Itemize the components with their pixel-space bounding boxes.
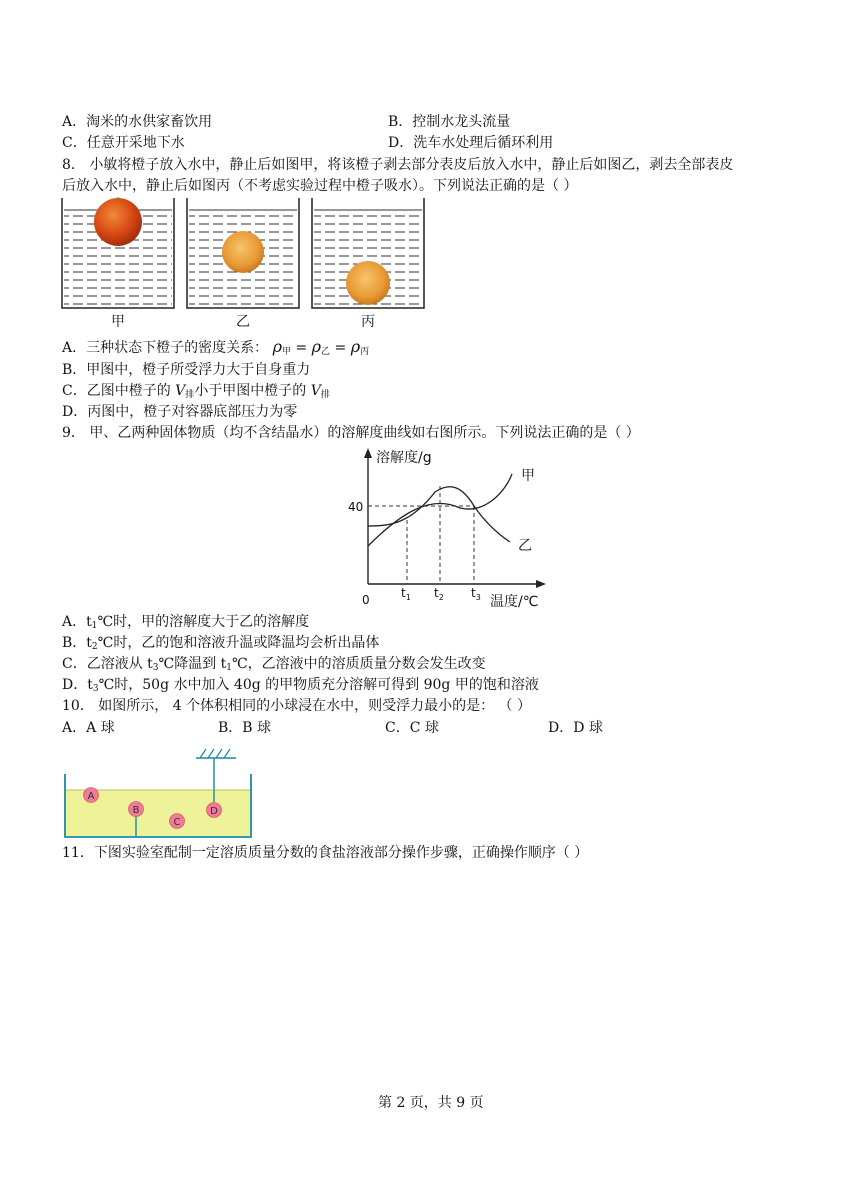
q11-stem: 11．下图实验室配制一定溶质质量分数的食盐溶液部分操作步骤，正确操作顺序（ ） [62,845,589,861]
ball-d [207,803,222,818]
x-axis-arrow [536,580,546,588]
tick-t2: $t_2$ [434,586,444,602]
chart-xlabel: 温度/℃ [490,594,539,610]
page-footer: 第 2 页，共 9 页 [378,1095,484,1111]
q7-option-d: D．洗车水处理后循环利用 [388,135,554,151]
solubility-chart [340,444,560,610]
q10-stem: 10． 如图所示， 4 个体积相同的小球浸在水中，则受浮力最小的是： （ ） [62,698,531,714]
q10-option-d: D．D 球 [548,720,603,736]
q10-option-a: A．A 球 [62,720,115,736]
q8-option-b: B．甲图中，橙子所受浮力大于自身重力 [62,362,311,378]
tick-t3: $t_3$ [471,586,481,602]
q7-option-b: B．控制水龙头流量 [388,114,511,130]
y-axis-arrow [364,448,372,458]
q9-option-d: D．$t_3℃$时，50g 水中加入 40g 的甲物质充分溶解可得到 90g 甲的饱和溶液 [62,677,539,694]
orange-half-peeled-icon [222,231,264,273]
q7-option-a: A．淘米的水供家畜饮用 [62,114,213,130]
beaker-jia [62,198,174,308]
q8-stem-line1: 8． 小敏将橙子放入水中，静止后如图甲，将该橙子剥去部分表皮后放入水中，静止后如图乙，剥去全部表皮 [62,157,734,173]
curve-label-yi: 乙 [518,538,532,554]
svg-text:B: B [132,805,140,816]
ball-b [129,802,144,817]
svg-text:C: C [173,817,181,828]
q7-option-c: C．任意开采地下水 [62,135,185,151]
q8-option-c: C．乙图中橙子的 $V_排$小于甲图中橙子的 $V_排$ [62,383,330,400]
svg-text:A: A [87,791,95,802]
curve-yi [368,487,510,542]
beaker-label-yi: 乙 [236,314,250,330]
q10-option-b: B．B 球 [218,720,272,736]
beaker-label-jia: 甲 [111,314,125,330]
svg-text:D: D [210,806,218,817]
q8-option-a: A．三种状态下橙子的密度关系： $\rho_甲 = \rho_乙 = \rho_丙$ [62,337,370,357]
q8-stem-line2: 后放入水中，静止后如图丙（不考虑实验过程中橙子吸水）。下列说法正确的是（ ） [62,178,578,194]
chart-ylabel: 溶解度/g [376,450,432,466]
q8-option-d: D．丙图中，橙子对容器底部压力为零 [62,404,298,420]
origin-label: 0 [362,593,370,607]
orange-whole-icon [94,198,142,246]
q10-balls-figure [60,744,256,840]
tick-40: 40 [348,500,364,514]
orange-peeled-icon [346,261,390,305]
beaker-label-bing: 丙 [361,314,375,330]
ball-c [170,814,185,829]
ball-a [84,788,99,803]
beaker-bing [312,198,424,308]
q9-option-a: A．$t_1℃$时，甲的溶解度大于乙的溶解度 [62,614,310,631]
q9-option-b: B．$t_2℃$时，乙的饱和溶液升温或降温均会析出晶体 [62,635,380,652]
tick-t1: $t_1$ [401,586,411,602]
curve-label-jia: 甲 [521,468,535,484]
q9-stem: 9． 甲、乙两种固体物质（均不含结晶水）的溶解度曲线如右图所示。下列说法正确的是（ ） [62,425,640,441]
q9-option-c: C．乙溶液从 $t_3℃$降温到 $t_1℃$，乙溶液中的溶质质量分数会发生改变 [62,656,486,673]
beaker-yi [187,198,299,308]
q10-option-c: C．C 球 [385,720,439,736]
